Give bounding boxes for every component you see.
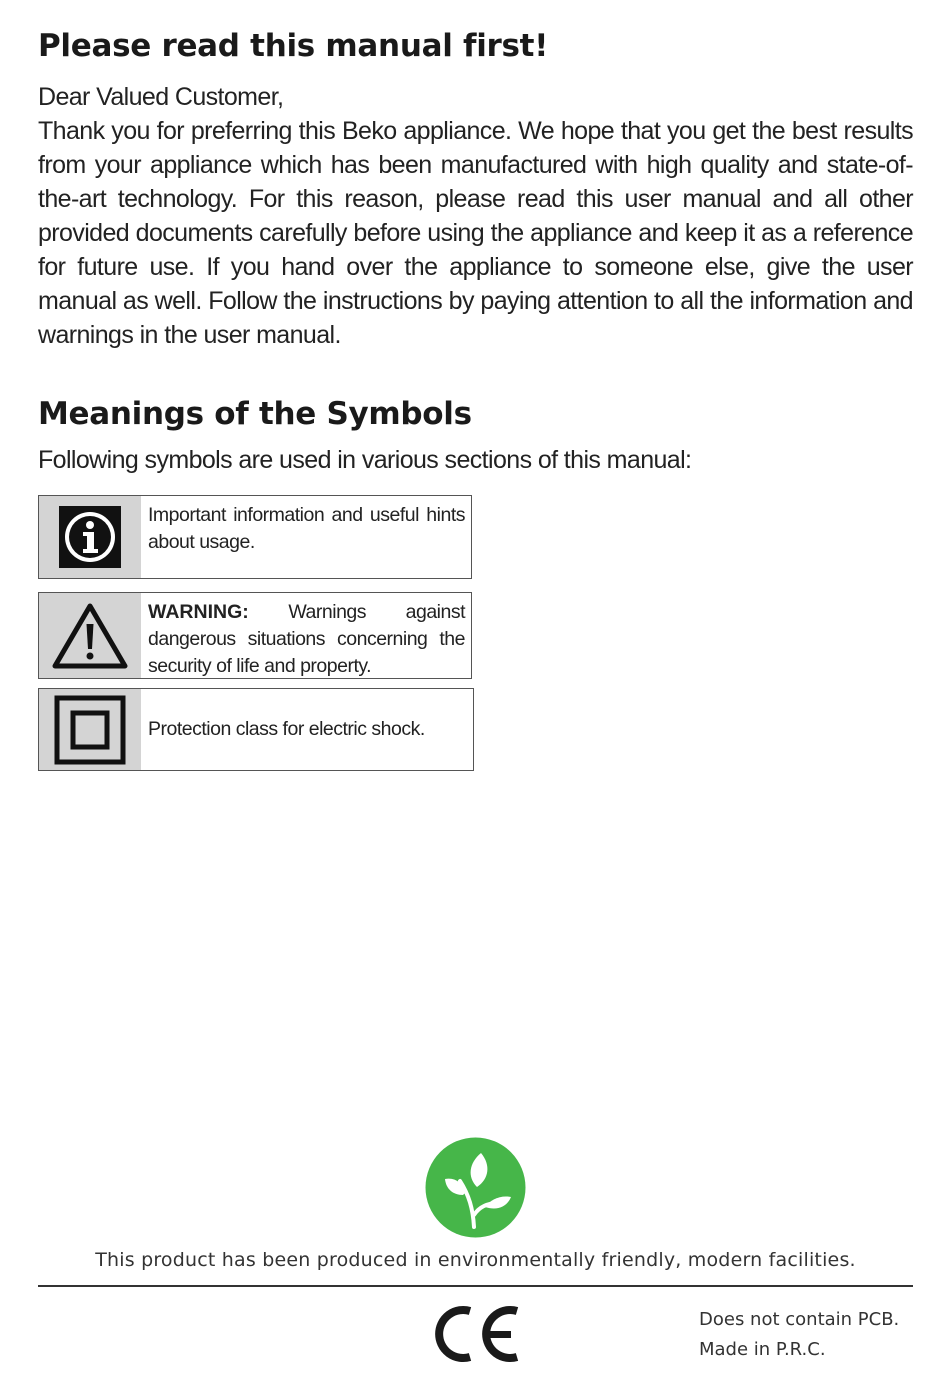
symbol-protection-description: Protection class for electric shock.: [148, 718, 425, 740]
made-in-notice: Made in P.R.C.: [699, 1339, 826, 1360]
protection-class-icon: [54, 695, 126, 765]
warning-icon: [52, 602, 128, 670]
symbol-warning-description: Warnings against dangerous situations concerning the security of life and property.: [148, 601, 466, 677]
eco-leaf-logo: [425, 1137, 526, 1238]
symbol-warning-box: [38, 592, 472, 679]
ce-mark-icon: [431, 1302, 521, 1366]
leaf-icon: [425, 1137, 526, 1238]
symbol-info-text: [141, 496, 471, 578]
symbol-warning-text: [141, 593, 471, 678]
symbols-heading: Meanings of the Symbols: [38, 396, 472, 432]
main-heading: Please read this manual first!: [38, 28, 549, 64]
ce-mark: [431, 1302, 521, 1366]
symbol-info-box: [38, 495, 472, 579]
intro-paragraph: Thank you for preferring this Beko appliance. We hope that you get the best results from your appliance which has been manufactured with high quality and state-of-the-art technology. For this reason, please read this user manual and all other provided documents carefully before using the appliance and keep it as a reference for future use. If you hand over the appliance to someone else, give the user manual as well. Follow the instructions by paying attention to all the information and warnings in the user manual.: [38, 117, 913, 349]
manual-page: [38, 0, 913, 1374]
footer-divider: [38, 1285, 913, 1287]
symbol-info-icon-cell: [39, 496, 141, 578]
greeting-line: Dear Valued Customer,: [38, 83, 284, 111]
pcb-notice: Does not contain PCB.: [699, 1309, 900, 1330]
symbols-intro: Following symbols are used in various sections of this manual:: [38, 446, 692, 474]
warning-label: WARNING:: [148, 601, 249, 623]
symbol-protection-text: [141, 689, 473, 770]
symbol-warning-icon-cell: [39, 593, 141, 678]
symbol-protection-icon-cell: [39, 689, 141, 770]
symbol-protection-box: [38, 688, 474, 771]
footer-notes: [699, 1305, 899, 1365]
symbol-info-description: Important information and useful hints about usage.: [148, 504, 465, 553]
eco-statement: This product has been produced in environmentally friendly, modern facilities.: [95, 1249, 856, 1271]
information-icon: [59, 506, 121, 568]
